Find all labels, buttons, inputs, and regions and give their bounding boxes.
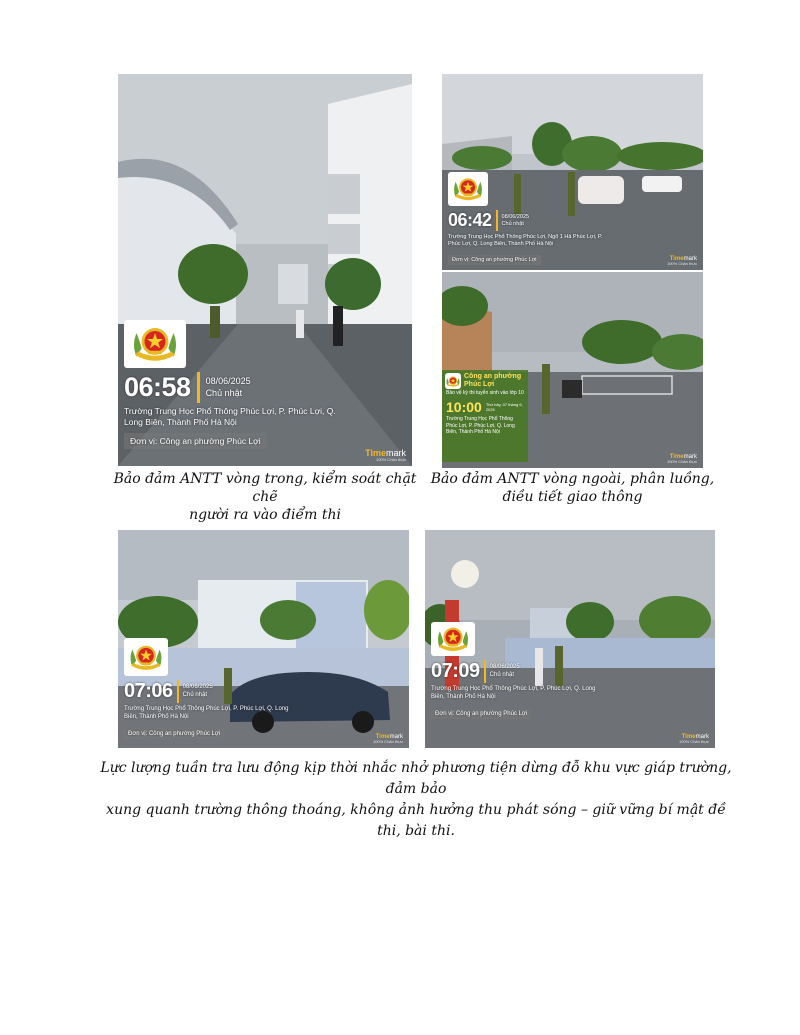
stamp-date: Thứ bảy, 07 tháng 6, 2025 (485, 402, 523, 413)
timemark-brand: Timemark 100% Chân thực (678, 734, 709, 744)
police-emblem-icon (127, 642, 165, 673)
timemark-brand: Timemark 100% Chân thực (372, 734, 403, 744)
stamp-unit: Đơn vị: Công an phường Phúc Lợi (431, 709, 531, 719)
timemark-brand: Timemark 100% Chân thực (666, 454, 697, 464)
photo-patrol-street (425, 530, 715, 748)
stamp-date: 08/06/2025 (182, 684, 213, 690)
stamp-date: 08/06/2025 (205, 376, 251, 387)
caption-patrol: Lực lượng tuần tra lưu động kịp thời nhắc nhở phương tiện dừng đỗ khu vực giáp trường, đảm bảo xung quanh trường thông thoáng, không ảnh hưởng thu phát sóng – giữ vững bí mật đề thi, bài thi. (100, 760, 732, 839)
stamp-address: Trường Trung Học Phổ Thông Phúc Lợi, P. Phúc Lợi, Q. Long Biên, Thành Phố Hà Nội (124, 406, 336, 428)
police-emblem-icon (434, 624, 472, 654)
stamp-day: Chủ nhật (501, 220, 524, 227)
stamp-time: 10:00 (446, 399, 482, 416)
stamp-unit: Đơn vị: Công an phường Phúc Lợi (124, 433, 267, 449)
stamp-time: 06:42 (448, 210, 492, 230)
photo-outer-barrier (442, 272, 703, 468)
stamp-day: Chủ nhật (205, 387, 243, 398)
stamp-day: Chủ nhật (489, 671, 515, 678)
stamp-logo (445, 373, 461, 389)
stamp-unit: Đơn vị: Công an phường Phúc Lợi (448, 255, 541, 265)
stamp-date: 08/06/2025 (489, 664, 520, 670)
stamp-time: 07:09 (431, 660, 480, 682)
panel-subtitle: Bảo vệ kỳ thi tuyển sinh vào lớp 10 (446, 390, 524, 397)
stamp-address: Trường Trung Học Phổ Thông Phúc Lợi, P. Phúc Lợi, Q. Long Biên, Thành Phố Hà Nội (124, 706, 289, 720)
police-emblem-icon (451, 175, 485, 203)
stamp-logo (124, 320, 186, 368)
stamp-address: Trường Trung Học Phổ Thông Phúc Lợi, P. Phúc Lợi, Q. Long Biên, Thành Phố Hà Nội (446, 416, 515, 436)
stamp-time: 06:58 (124, 372, 191, 402)
stamp-logo (124, 638, 168, 676)
stamp-logo (431, 622, 475, 656)
photo-inner-gate (118, 74, 412, 466)
stamp-address: Trường Trung Học Phổ Thông Phúc Lợi, Ngõ 1 Hà Phúc Lợi, P. Phúc Lợi, Q. Long Biên, Thành Phố Hà Nội (448, 234, 603, 248)
photo-patrol-building (118, 530, 409, 748)
caption-outer: Bảo đảm ANTT vòng ngoài, phân luồng, điều tiết giao thông (430, 471, 715, 505)
police-emblem-icon (129, 323, 181, 365)
info-panel (442, 370, 528, 462)
panel-title: Công an phường Phúc Lợi (464, 373, 522, 389)
timemark-brand: Timemark 100% Chân thực (365, 448, 406, 462)
stamp-time: 07:06 (124, 680, 173, 702)
photo-outer-traffic (442, 74, 703, 270)
stamp-date: 08/06/2025 (501, 213, 530, 220)
timemark-brand: Timemark 100% Chân thực (666, 256, 697, 266)
stamp-unit: Đơn vị: Công an phường Phúc Lợi (124, 729, 224, 739)
stamp-logo (448, 172, 488, 206)
stamp-day: Chủ nhật (182, 691, 208, 698)
caption-inner: Bảo đảm ANTT vòng trong, kiểm soát chặt chẽ người ra vào điểm thi (113, 471, 417, 523)
stamp-address: Trường Trung Học Phổ Thông Phúc Lợi, P. Phúc Lợi, Q. Long Biên, Thành Phố Hà Nội (431, 686, 596, 700)
police-emblem-icon (445, 375, 461, 388)
